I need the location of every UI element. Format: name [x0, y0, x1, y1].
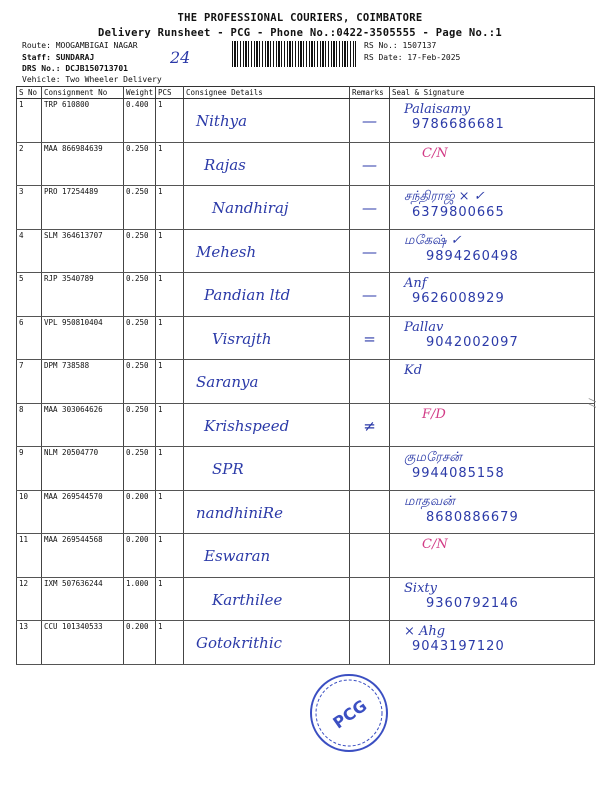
- cell-consignee: [184, 577, 350, 621]
- cell-sno: 6: [17, 316, 42, 360]
- table-row: [17, 316, 595, 360]
- phone-handwriting: 6379800665: [412, 205, 505, 220]
- cell-remarks: [350, 621, 390, 665]
- cell-sno: 9: [17, 447, 42, 491]
- cell-pcs: 1: [156, 621, 184, 665]
- cell-signature: [390, 403, 595, 447]
- table-header-row: [17, 87, 595, 99]
- signature-handwriting: குமரேசன்: [404, 450, 462, 465]
- col-header-pcs: PCS: [156, 87, 184, 99]
- cell-sno: 8: [17, 403, 42, 447]
- cell-weight: 0.250: [124, 403, 156, 447]
- cell-consignee: [184, 316, 350, 360]
- cell-signature: [390, 99, 595, 143]
- cell-consignee: [184, 99, 350, 143]
- stamp-text: PCG: [329, 695, 371, 733]
- signature-handwriting: C/N: [422, 145, 448, 161]
- staff-value: SUNDARAJ: [55, 53, 95, 62]
- cell-consignment-no: DPM 738588: [42, 360, 124, 404]
- signature-handwriting: × Ahg: [404, 624, 446, 639]
- cell-signature: [390, 360, 595, 404]
- table-row: [17, 99, 595, 143]
- table-row: [17, 577, 595, 621]
- consignee-handwriting: Eswaran: [204, 547, 271, 565]
- cell-consignee: [184, 490, 350, 534]
- cell-weight: 0.250: [124, 316, 156, 360]
- col-header-consignment: Consignment No: [42, 87, 124, 99]
- cell-remarks: [350, 490, 390, 534]
- drs-line: DRS No.: DCJB150713701: [22, 64, 128, 73]
- cell-remarks: [350, 577, 390, 621]
- cell-weight: 0.250: [124, 447, 156, 491]
- cell-sno: 1: [17, 99, 42, 143]
- cell-remarks: [350, 447, 390, 491]
- col-header-consignee: Consignee Details: [184, 87, 350, 99]
- cell-signature: [390, 142, 595, 186]
- cell-sno: 10: [17, 490, 42, 534]
- phone-handwriting: 9944085158: [412, 466, 505, 481]
- consignee-handwriting: Krishspeed: [204, 416, 290, 435]
- cell-weight: 0.400: [124, 99, 156, 143]
- route-value: MOOGAMBIGAI NAGAR: [55, 41, 138, 50]
- signature-handwriting: Pallav: [404, 319, 444, 335]
- cell-sno: 2: [17, 142, 42, 186]
- table-row: [17, 229, 595, 273]
- runsheet-table: [16, 86, 595, 665]
- remarks-mark: —: [362, 155, 377, 174]
- consignee-handwriting: Nithya: [196, 112, 248, 130]
- cell-consignee: [184, 142, 350, 186]
- company-title: THE PROFESSIONAL COURIERS, COIMBATORE: [177, 12, 423, 24]
- cell-consignee: [184, 229, 350, 273]
- cell-consignment-no: CCU 101340533: [42, 621, 124, 665]
- phone-handwriting: 9626008929: [412, 291, 505, 306]
- vehicle-value: Two Wheeler Delivery: [65, 75, 162, 84]
- cell-signature: [390, 229, 595, 273]
- cell-pcs: 1: [156, 316, 184, 360]
- cell-pcs: 1: [156, 229, 184, 273]
- table-row: [17, 490, 595, 534]
- cell-signature: [390, 316, 595, 360]
- cell-consignment-no: MAA 866984639: [42, 142, 124, 186]
- phone-handwriting: 9042002097: [426, 334, 519, 350]
- cell-consignment-no: RJP 3540789: [42, 273, 124, 317]
- consignee-handwriting: Saranya: [196, 373, 259, 391]
- signature-handwriting: மாதவன்: [404, 493, 455, 509]
- vehicle-line: Vehicle: Two Wheeler Delivery: [22, 75, 162, 84]
- signature-handwriting: Sixty: [404, 580, 437, 596]
- phone-handwriting: 8680886679: [426, 509, 519, 525]
- consignee-handwriting: Rajas: [204, 155, 246, 174]
- consignee-handwriting: nandhiniRe: [196, 503, 283, 522]
- cell-consignee: [184, 360, 350, 404]
- cell-signature: [390, 273, 595, 317]
- route-line: Route: MOOGAMBIGAI NAGAR: [22, 41, 138, 50]
- cell-pcs: 1: [156, 360, 184, 404]
- cell-sno: 13: [17, 621, 42, 665]
- signature-handwriting: மகேஷ் ✓: [404, 232, 462, 248]
- cell-consignment-no: MAA 269544568: [42, 534, 124, 578]
- handwritten-count: 24: [170, 48, 191, 67]
- signature-handwriting: C/N: [422, 537, 448, 552]
- signature-handwriting: F/D: [422, 406, 446, 422]
- remarks-mark: ≠: [363, 416, 376, 435]
- remarks-mark: —: [362, 286, 377, 304]
- cell-remarks: [350, 186, 390, 230]
- cell-remarks: [350, 360, 390, 404]
- cell-sno: 11: [17, 534, 42, 578]
- cell-weight: 0.200: [124, 490, 156, 534]
- cell-weight: 1.000: [124, 577, 156, 621]
- consignee-handwriting: Nandhiraj: [212, 199, 289, 217]
- cell-consignment-no: TRP 610800: [42, 99, 124, 143]
- cell-weight: 0.250: [124, 229, 156, 273]
- cell-weight: 0.250: [124, 186, 156, 230]
- cell-pcs: 1: [156, 273, 184, 317]
- table-row: [17, 403, 595, 447]
- table-row: [17, 186, 595, 230]
- cell-pcs: 1: [156, 186, 184, 230]
- consignee-handwriting: SPR: [212, 460, 244, 478]
- drs-value: DCJB150713701: [65, 64, 128, 73]
- cell-weight: 0.250: [124, 142, 156, 186]
- table-row: [17, 447, 595, 491]
- rs-date-line: RS Date: 17-Feb-2025: [364, 53, 461, 62]
- phone-handwriting: 9786686681: [412, 117, 505, 132]
- rs-date-value: 17-Feb-2025: [407, 53, 461, 62]
- col-header-weight: Weight: [124, 87, 156, 99]
- consignee-handwriting: Karthilee: [212, 590, 283, 609]
- cell-signature: [390, 621, 595, 665]
- cell-weight: 0.200: [124, 621, 156, 665]
- cell-signature: [390, 447, 595, 491]
- cell-consignee: [184, 186, 350, 230]
- cell-consignee: [184, 447, 350, 491]
- cell-remarks: [350, 534, 390, 578]
- cell-consignment-no: NLM 20504770: [42, 447, 124, 491]
- cell-pcs: 1: [156, 447, 184, 491]
- cell-remarks: [350, 403, 390, 447]
- remarks-mark: =: [363, 329, 376, 348]
- cell-signature: [390, 186, 595, 230]
- remarks-mark: —: [362, 112, 377, 130]
- cell-remarks: [350, 273, 390, 317]
- staff-line: Staff: SUNDARAJ: [22, 53, 95, 62]
- cell-pcs: 1: [156, 577, 184, 621]
- cell-pcs: 1: [156, 142, 184, 186]
- cell-remarks: [350, 316, 390, 360]
- rs-no-line: RS No.: 1507137: [364, 41, 437, 50]
- phone-handwriting: 9360792146: [426, 595, 519, 611]
- cell-consignee: [184, 403, 350, 447]
- signature-handwriting: Anf: [404, 276, 427, 291]
- cell-consignment-no: VPL 950810404: [42, 316, 124, 360]
- cell-consignment-no: PRO 17254489: [42, 186, 124, 230]
- remarks-mark: —: [362, 242, 377, 261]
- barcode: [232, 41, 356, 67]
- table-row: [17, 621, 595, 665]
- remarks-mark: —: [362, 199, 377, 217]
- cell-consignee: [184, 273, 350, 317]
- phone-handwriting: 9894260498: [426, 248, 519, 264]
- cell-consignment-no: MAA 303064626: [42, 403, 124, 447]
- cell-sno: 12: [17, 577, 42, 621]
- cell-sno: 5: [17, 273, 42, 317]
- cell-remarks: [350, 142, 390, 186]
- consignee-handwriting: Gotokrithic: [196, 634, 283, 652]
- edge-mark: //: [586, 397, 597, 409]
- signature-handwriting: Palaisamy: [404, 102, 471, 117]
- cell-consignment-no: MAA 269544570: [42, 490, 124, 534]
- signature-handwriting: சந்திராஜ் × ✓: [404, 189, 485, 204]
- cell-remarks: [350, 99, 390, 143]
- runsheet-subtitle: Delivery Runsheet - PCG - Phone No.:0422-3505555 - Page No.:1: [98, 27, 502, 39]
- table-row: [17, 360, 595, 404]
- table-row: [17, 534, 595, 578]
- col-header-sno: S No: [17, 87, 42, 99]
- cell-signature: [390, 534, 595, 578]
- cell-remarks: [350, 229, 390, 273]
- signature-handwriting: Kd: [404, 363, 423, 378]
- rs-no-value: 1507137: [402, 41, 437, 50]
- cell-pcs: 1: [156, 99, 184, 143]
- cell-signature: [390, 490, 595, 534]
- consignee-handwriting: Visrajth: [212, 329, 272, 348]
- cell-consignment-no: IXM 507636244: [42, 577, 124, 621]
- phone-handwriting: 9043197120: [412, 639, 505, 654]
- cell-sno: 3: [17, 186, 42, 230]
- cell-pcs: 1: [156, 490, 184, 534]
- cell-consignee: [184, 534, 350, 578]
- col-header-signature: Seal & Signature: [390, 87, 595, 99]
- cell-weight: 0.250: [124, 273, 156, 317]
- consignee-handwriting: Mehesh: [196, 242, 257, 261]
- table-row: [17, 273, 595, 317]
- cell-sno: 7: [17, 360, 42, 404]
- cell-consignment-no: SLM 364613707: [42, 229, 124, 273]
- consignee-handwriting: Pandian ltd: [204, 286, 291, 304]
- pcg-stamp: [304, 668, 394, 758]
- cell-weight: 0.250: [124, 360, 156, 404]
- cell-pcs: 1: [156, 534, 184, 578]
- cell-signature: [390, 577, 595, 621]
- col-header-remarks: Remarks: [350, 87, 390, 99]
- cell-weight: 0.200: [124, 534, 156, 578]
- cell-sno: 4: [17, 229, 42, 273]
- cell-pcs: 1: [156, 403, 184, 447]
- cell-consignee: [184, 621, 350, 665]
- table-row: [17, 142, 595, 186]
